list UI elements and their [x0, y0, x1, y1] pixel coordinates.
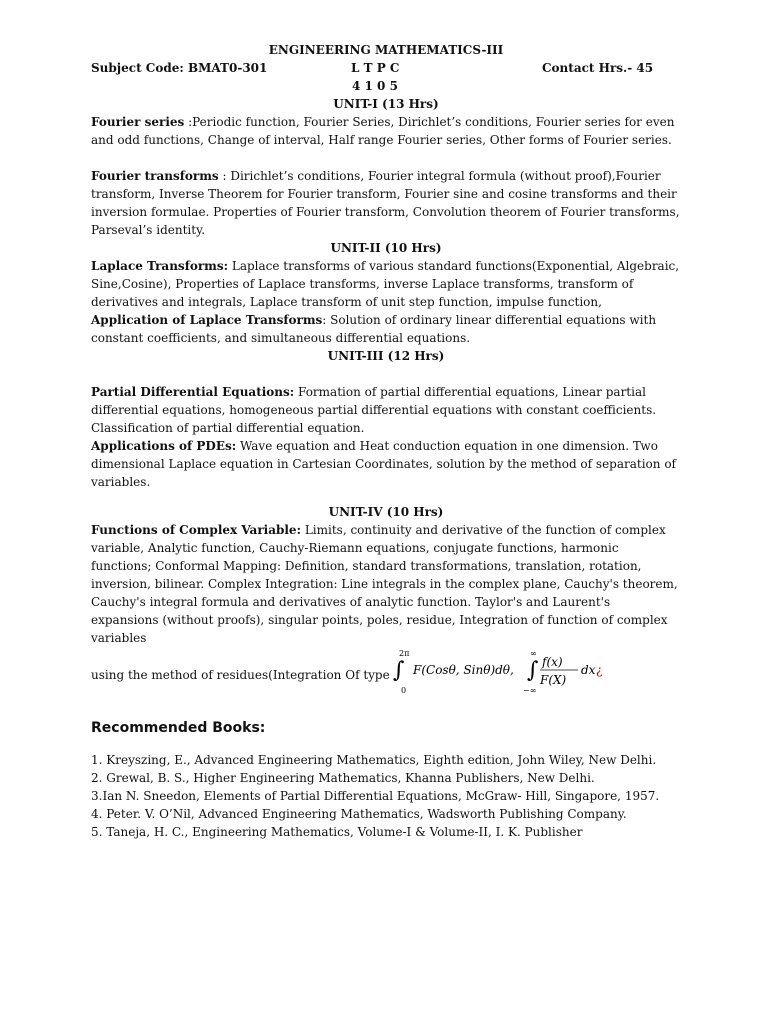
laplace-paragraph — [91, 257, 681, 311]
unit-2-heading: UNIT-II (10 Hrs) — [330, 241, 442, 255]
complex-variable-paragraph — [91, 521, 681, 647]
pde-text: Formation of partial differential equations, Linear partial differential equations, homogeneous partial differential equations with constant coefficients. Classification of partial differential equation. — [91, 385, 657, 435]
fourier-transforms-text: : Dirichlet’s conditions, Fourier integral formula (without proof),Fourier transform, Inverse Theorem for Fourier transform, Fourier sine and cosine transforms and their inversion formulae. Properties of Fourier transform, Convolution theorem of Fourier transforms, Parseval’s identity. — [91, 169, 680, 237]
book-item: 2. Grewal, B. S., Higher Engineering Mathematics, Khanna Publishers, New Delhi. — [91, 771, 595, 785]
contact-hours: Contact Hrs.- 45 — [542, 61, 654, 75]
fraction-denominator: F(X) — [540, 673, 567, 687]
residue-formula-row — [91, 649, 681, 695]
book-item: 4. Peter. V. O’Nil, Advanced Engineering Mathematics, Wadsworth Publishing Company. — [91, 807, 627, 821]
course-title: ENGINEERING MATHEMATICS-III — [268, 43, 504, 57]
integral-2-lower: −∞ — [523, 686, 537, 695]
integral-1-upper: 2π — [399, 649, 410, 658]
fourier-transforms-paragraph — [91, 167, 681, 239]
laplace-application-term: Application of Laplace Transforms — [91, 313, 323, 327]
recommended-books-heading: Recommended Books: — [91, 720, 266, 736]
integral-sign-1: ∫ — [393, 658, 405, 683]
laplace-term: Laplace Transforms: — [91, 259, 229, 273]
integral-2-upper: ∞ — [530, 649, 537, 658]
integral-1-lower: 0 — [401, 686, 407, 695]
integral-1-integrand: F(Cosθ, Sinθ)dθ, — [413, 663, 514, 677]
integral-formula — [391, 649, 621, 695]
unit-3-heading: UNIT-III (12 Hrs) — [327, 349, 445, 363]
complex-variable-text: Limits, continuity and derivative of the function of complex variable, Analytic function, Cauchy-Riemann equations, conjugate functions, harmonic functions; Conformal Mapping: Definition, standard transformations, translation, rotation, inversion, bilinear. Complex Integration: Line integrals in the complex plane, Cauchy's theorem, Cauchy's integral formula and derivatives of analytic function. Taylor's and Laurent's expansions (without proofs), singular points, poles, residue, Integration of function of complex variables — [91, 523, 678, 645]
fourier-series-text: :Periodic function, Fourier Series, Dirichlet’s conditions, Fourier series for even and odd functions, Change of interval, Half range Fourier series, Other forms of Fourier series. — [91, 115, 675, 147]
fourier-transforms-term: Fourier transforms — [91, 169, 219, 183]
subject-info-row — [91, 59, 681, 77]
pde-paragraph — [91, 383, 681, 437]
stray-glyph: ¿ — [596, 663, 603, 677]
pde-application-paragraph — [91, 437, 681, 491]
unit-4-heading: UNIT-IV (10 Hrs) — [328, 505, 444, 519]
formula-tail: dx — [581, 663, 596, 677]
syllabus-body — [91, 41, 681, 841]
fourier-series-term: Fourier series — [91, 115, 185, 129]
integral-sign-2: ∫ — [527, 658, 539, 683]
ltpc-label: L T P C — [351, 61, 400, 75]
complex-variable-term: Functions of Complex Variable: — [91, 523, 301, 537]
recommended-books-list — [91, 751, 681, 841]
pde-term: Partial Differential Equations: — [91, 385, 295, 399]
fourier-series-paragraph — [91, 113, 681, 149]
fraction-numerator: f(x) — [542, 655, 563, 669]
laplace-text: Laplace transforms of various standard functions(Exponential, Algebraic, Sine,Cosine), Properties of Laplace transforms, inverse Laplace transforms, transform of derivatives and integrals, Laplace transform of unit step function, impulse function, — [91, 259, 680, 309]
unit-1-heading: UNIT-I (13 Hrs) — [333, 97, 439, 111]
pde-application-text: Wave equation and Heat conduction equation in one dimension. Two dimensional Laplace equation in Cartesian Coordinates, solution by the method of separation of variables. — [91, 439, 676, 489]
book-item: 3.Ian N. Sneedon, Elements of Partial Differential Equations, McGraw- Hill, Singapore, 1957. — [91, 789, 660, 803]
ltpc-values-row — [91, 77, 681, 95]
subject-code: Subject Code: BMAT0-301 — [91, 61, 268, 75]
laplace-application-paragraph — [91, 311, 681, 347]
laplace-application-text: : Solution of ordinary linear differential equations with constant coefficients, and simultaneous differential equations. — [91, 313, 657, 345]
formula-lead-text: using the method of residues(Integration Of type — [91, 668, 390, 682]
book-item: 1. Kreyszing, E., Advanced Engineering Mathematics, Eighth edition, John Wiley, New Delhi. — [91, 753, 657, 767]
ltpc-values: 4 1 0 5 — [352, 79, 398, 93]
pde-application-term: Applications of PDEs: — [91, 439, 237, 453]
book-item: 5. Taneja, H. C., Engineering Mathematics, Volume-I & Volume-II, I. K. Publisher — [91, 825, 583, 839]
